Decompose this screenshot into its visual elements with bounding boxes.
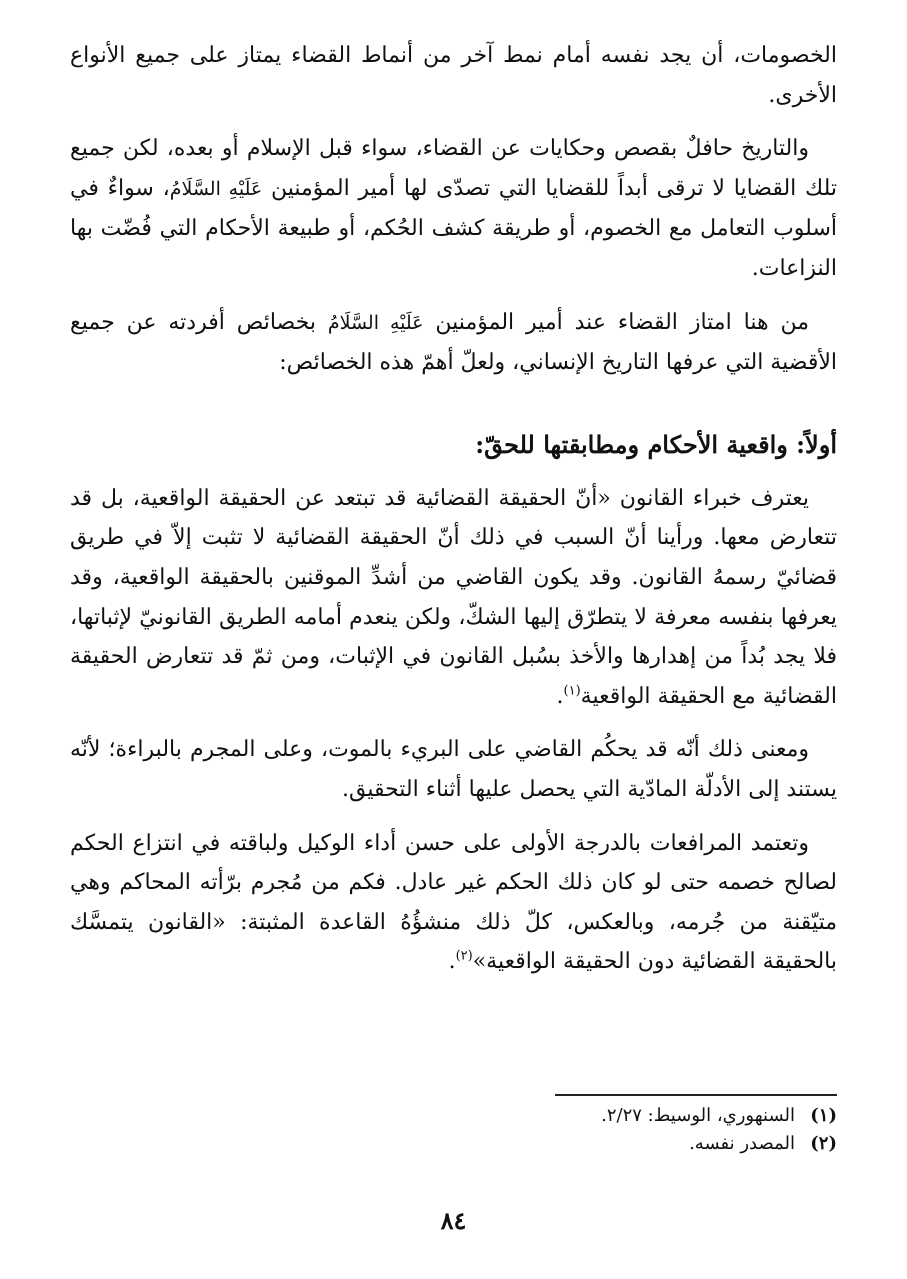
paragraph-6 [70,824,837,982]
paragraph-5 [70,730,837,809]
paragraph-2 [70,129,837,288]
paragraph-1-text: الخصومات، أن يجد نفسه أمام نمط آخر من أنماط القضاء يمتاز على جميع الأنواع الأخرى. [70,43,837,108]
paragraph-3 [70,303,837,383]
footnote-number: (٢) [810,1133,837,1154]
honorific-glyph: عَلَيْهِ السَّلَامُ [169,177,263,200]
paragraph-2-text-a: والتاريخ حافلٌ بقصص وحكايات عن القضاء، سواء قبل الإسلام أو بعده، لكن جميع تلك القضايا لا ترقى أبداً للقضايا التي تصدّى لها أمير المؤمنين [70,136,837,201]
footnotes-section [387,1094,837,1158]
footnote-number: (١) [810,1105,837,1126]
honorific-glyph: عَلَيْهِ السَّلَامُ [327,311,424,334]
page-number: ٨٤ [440,1206,467,1235]
footnote-item [387,1102,837,1130]
paragraph-4-end: . [556,683,564,709]
footnote-ref-2[interactable]: (٢) [455,948,473,964]
paragraph-6-end: . [448,949,456,975]
paragraph-5-text: ومعنى ذلك أنّه قد يحكُم القاضي على البريء بالموت، وعلى المجرم بالبراءة؛ لأنّه يستند إلى الأدلّة المادّية التي يحصل عليها أثناء التحقيق. [70,737,837,802]
footnote-text: المصدر نفسه. [689,1133,795,1154]
body-text [70,36,837,982]
footnote-divider [555,1094,837,1096]
paragraph-1 [70,36,837,115]
footnote-ref-1[interactable]: (١) [563,683,581,699]
footnote-item [387,1130,837,1158]
paragraph-4 [70,479,837,717]
paragraph-3-text-b: بخصائص أفردته عن جميع الأقضية التي عرفها التاريخ الإنساني، ولعلّ أهمّ هذه الخصائص: [70,309,837,376]
section-heading: أولاً: واقعية الأحكام ومطابقتها للحقّ: [475,429,837,459]
paragraph-4-text: يعترف خبراء القانون «أنّ الحقيقة القضائية قد تبتعد عن الحقيقة الواقعية، بل قد تتعارض معها. ورأينا أنّ السبب في ذلك أنّ الحقيقة القضائية لا تثبت إلاّ في طريق قضائيّ رسمهُ القانون. وقد يكون القاضي من أشدِّ الموقنين بالحقيقة الواقعية، وقد يعرفها بنفسه معرفة لا يتطرّق إليها الشكّ، ولكن ينعدم أمامه الطريق القانونيّ لإثباتها، فلا يجد بُداً من إهدارها والأخذ بسُبل القانون في الإثبات، ومن ثمّ قد تتعارض الحقيقة القضائية مع الحقيقة الواقعية [70,485,837,709]
footnote-text: السنهوري، الوسيط: ٢/٢٧. [601,1105,795,1126]
paragraph-3-text-a: من هنا امتاز القضاء عند أمير المؤمنين [435,309,809,335]
paragraph-6-text: وتعتمد المرافعات بالدرجة الأولى على حسن أداء الوكيل ولباقته في انتزاع الحكم لصالح خصمه حتى لو كان ذلك الحكم غير عادل. فكم من مُجرم برّأته المحاكم وهي متيّقنة من جُرمه، وبالعكس، كلّ ذلك منشؤُهُ القاعدة المثبتة: «القانون يتمسَّك بالحقيقة القضائية دون الحقيقة الواقعية» [70,830,837,975]
paragraph-2-text-b: ، سواءٌ في أسلوب التعامل مع الخصوم، أو طريقة كشف الحُكم، أو طبيعة الأحكام التي فُضّت بها النزاعات. [70,175,837,281]
